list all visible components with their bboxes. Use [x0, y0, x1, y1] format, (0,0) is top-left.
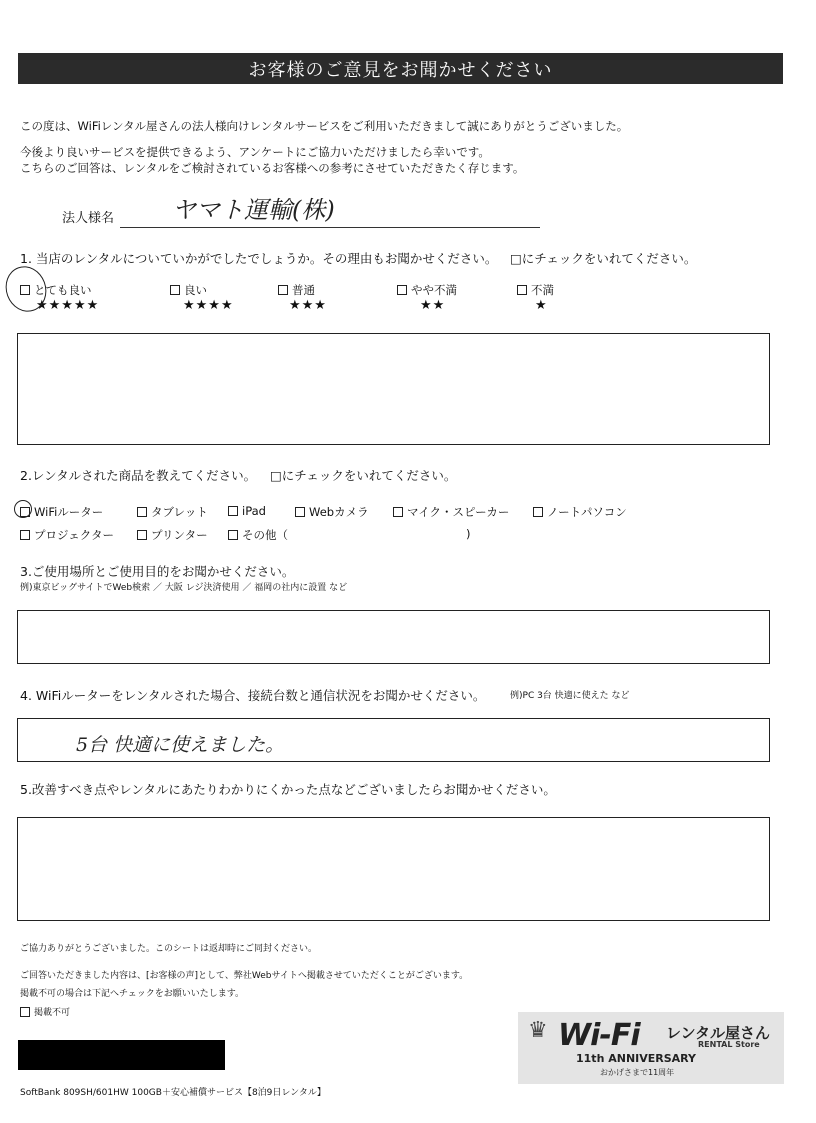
- option-label: プロジェクター: [34, 528, 115, 542]
- intro-line-1: この度は、WiFiレンタル屋さんの法人様向けレンタルサービスをご利用いただきまして誠にありがとうございました。: [20, 119, 629, 133]
- checkbox-icon[interactable]: [228, 506, 238, 516]
- checkbox-icon[interactable]: [517, 285, 527, 295]
- option-label: WiFiルーター: [34, 505, 104, 519]
- checkbox-icon[interactable]: [295, 507, 305, 517]
- q2-question: 2.レンタルされた商品を教えてください。: [20, 468, 257, 483]
- q2-option-webcam[interactable]: [295, 504, 369, 520]
- option-label: ノートパソコン: [547, 505, 627, 519]
- q5-answer-box[interactable]: [17, 817, 770, 921]
- q2-option-wifi-router[interactable]: [20, 504, 103, 520]
- q2-other-close-paren: ): [466, 527, 471, 541]
- logo-subtitle: おかげさまで11周年: [600, 1068, 675, 1077]
- logo-japanese-text: レンタル屋さん: [666, 1024, 771, 1042]
- stars-3: ★★★: [289, 298, 327, 313]
- q1-option-slightly-dissatisfied[interactable]: [397, 282, 457, 298]
- q2-option-mic-speaker[interactable]: [393, 504, 509, 520]
- page-title: お客様のご意見をお聞かせください: [18, 53, 783, 84]
- logo-english-text: RENTAL Store: [698, 1040, 760, 1049]
- option-label: やや不満: [411, 283, 457, 297]
- q4-example: 例)PC 3台 快適に使えた など: [510, 691, 630, 701]
- checkbox-icon[interactable]: [137, 530, 147, 540]
- option-label: タブレット: [151, 505, 208, 519]
- hand-drawn-circle-icon: [14, 500, 32, 518]
- stars-4: ★★★★: [183, 298, 234, 313]
- q1-option-good[interactable]: [170, 282, 207, 298]
- stars-2: ★★: [420, 298, 446, 313]
- company-name-handwritten[interactable]: ヤマト運輸(株): [172, 196, 335, 224]
- company-underline: [120, 227, 540, 228]
- company-label: 法人様名: [62, 211, 115, 226]
- option-label: iPad: [242, 504, 266, 518]
- q2-instruction: □にチェックをいれてください。: [270, 468, 457, 483]
- q4-question: 4. WiFiルーターをレンタルされた場合、接続台数と通信状況をお聞かせください。: [20, 688, 486, 703]
- q1-reason-box[interactable]: [17, 333, 770, 445]
- checkbox-icon[interactable]: [397, 285, 407, 295]
- stars-1: ★: [535, 298, 548, 313]
- option-label: Webカメラ: [309, 505, 369, 519]
- q2-option-projector[interactable]: [20, 527, 114, 543]
- q2-option-other[interactable]: [228, 527, 288, 543]
- footer-notice-1: ご回答いただきました内容は、[お客様の声]として、弊社Webサイトへ掲載させていただくことがございます。: [20, 971, 469, 981]
- intro-line-2: 今後より良いサービスを提供できるよう、アンケートにご協力いただけましたら幸いです。: [20, 145, 490, 159]
- option-label: とても良い: [34, 283, 92, 297]
- option-label: マイク・スピーカー: [407, 505, 510, 519]
- option-label: その他（: [242, 528, 288, 542]
- intro-line-3: こちらのご回答は、レンタルをご検討されているお客様への参考にさせていただきたく存じます。: [20, 161, 525, 175]
- logo-anniversary: 11th ANNIVERSARY: [576, 1052, 697, 1065]
- option-label: 不満: [531, 283, 554, 297]
- q3-example: 例)東京ビッグサイトでWeb検索 ／ 大阪 レジ決済使用 ／ 福岡の社内に設置 など: [20, 583, 348, 593]
- no-publish-option[interactable]: [20, 1005, 70, 1018]
- checkbox-icon[interactable]: [393, 507, 403, 517]
- wifi-rental-logo: [518, 1012, 784, 1084]
- footer-thanks: ご協力ありがとうございました。このシートは返却時にご同封ください。: [20, 944, 318, 954]
- option-label: 良い: [184, 283, 207, 297]
- footer-notice-2: 掲載不可の場合は下記へチェックをお願いいたします。: [20, 989, 245, 999]
- stars-5: ★★★★★: [36, 298, 100, 313]
- checkbox-icon[interactable]: [137, 507, 147, 517]
- q1-option-normal[interactable]: [278, 282, 315, 298]
- option-label: 普通: [292, 283, 315, 297]
- checkbox-icon[interactable]: [20, 530, 30, 540]
- q1-option-dissatisfied[interactable]: [517, 282, 554, 298]
- product-info: SoftBank 809SH/601HW 100GB＋安心補償サービス【8泊9日レンタル】: [20, 1088, 326, 1098]
- checkbox-icon[interactable]: [228, 530, 238, 540]
- option-label: 掲載不可: [34, 1008, 71, 1018]
- option-label: プリンター: [151, 528, 208, 542]
- q3-question: 3.ご使用場所とご使用目的をお聞かせください。: [20, 564, 295, 579]
- checkbox-icon[interactable]: [278, 285, 288, 295]
- q2-option-laptop[interactable]: [533, 504, 627, 520]
- checkbox-icon[interactable]: [533, 507, 543, 517]
- q2-option-tablet[interactable]: [137, 504, 208, 520]
- q1-instruction: □にチェックをいれてください。: [510, 251, 697, 266]
- q4-answer-handwritten[interactable]: 5台 快適に使えました。: [76, 734, 285, 756]
- q5-question: 5.改善すべき点やレンタルにあたりわかりにくかった点などございましたらお聞かせください。: [20, 782, 556, 797]
- checkbox-icon[interactable]: [20, 1007, 30, 1017]
- q1-question: 1. 当店のレンタルについていかがでしたでしょうか。その理由もお聞かせください。: [20, 251, 498, 266]
- q2-option-printer[interactable]: [137, 527, 208, 543]
- redacted-block: [18, 1040, 225, 1070]
- q2-option-ipad[interactable]: [228, 504, 266, 518]
- q3-answer-box[interactable]: [17, 610, 770, 664]
- crown-icon: ♛: [528, 1018, 548, 1043]
- logo-main-text: Wi-Fi: [558, 1018, 640, 1053]
- checkbox-icon[interactable]: [170, 285, 180, 295]
